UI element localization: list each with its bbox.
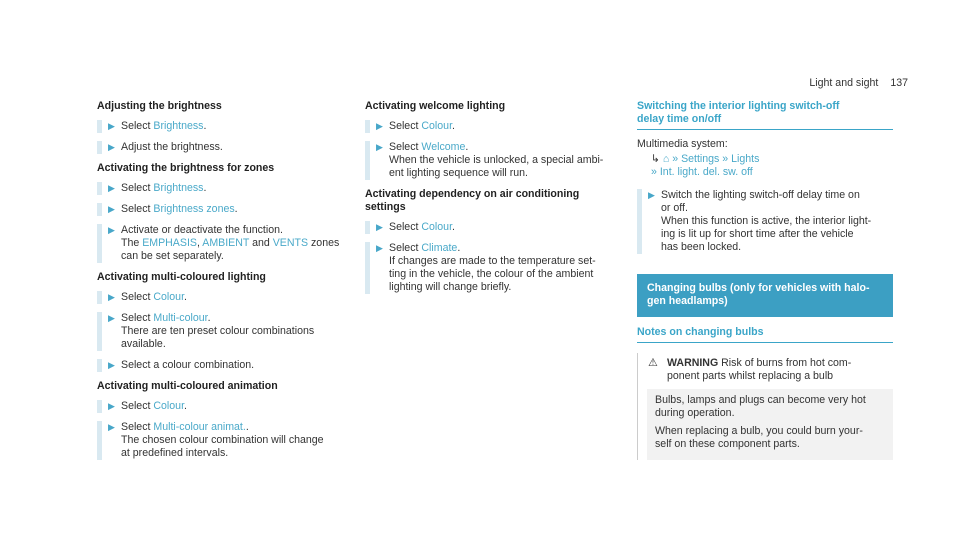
play-arrow-icon: ▶	[108, 225, 115, 235]
step-item: ▶ Activate or deactivate the function. The EMPHASIS, AMBIENT and VENTS zones can be set separately.	[97, 224, 349, 263]
notes-title: Notes on changing bulbs	[637, 326, 893, 343]
column-left	[97, 100, 349, 468]
animation-heading: Activating multi-coloured animation	[97, 380, 278, 392]
welcome-heading: Activating welcome lighting	[365, 100, 506, 112]
step-item: ▶ Select Welcome. When the vehicle is unlocked, a special ambi- ent lighting sequence will run.	[365, 141, 623, 180]
play-arrow-icon: ▶	[376, 142, 383, 152]
home-icon: ⌂	[662, 153, 670, 165]
step-item: ▶ Select a colour combination.	[97, 359, 349, 372]
play-arrow-icon: ▶	[108, 121, 115, 131]
section-title: Light and sight	[809, 77, 879, 89]
play-arrow-icon: ▶	[648, 190, 655, 200]
play-arrow-icon: ▶	[108, 313, 115, 323]
page-number: 137	[890, 77, 908, 89]
double-chevron-icon: »	[672, 153, 679, 165]
adjust-brightness-heading: Adjusting the brightness	[97, 100, 222, 112]
double-chevron-icon: »	[651, 166, 657, 178]
column-middle	[365, 100, 623, 302]
play-arrow-icon: ▶	[108, 401, 115, 411]
play-arrow-icon: ▶	[376, 243, 383, 253]
switch-off-delay-title: Switching the interior lighting switch-off delay time on/off	[637, 100, 893, 130]
play-arrow-icon: ▶	[108, 142, 115, 152]
zones-heading: Activating the brightness for zones	[97, 162, 275, 174]
path-settings: Settings	[681, 153, 720, 165]
warning-box	[637, 353, 893, 460]
double-chevron-icon: »	[722, 153, 729, 165]
play-arrow-icon: ▶	[108, 204, 115, 214]
step-item: ▶ Select Brightness.	[97, 120, 349, 133]
play-arrow-icon: ▶	[108, 183, 115, 193]
warning-body: Bulbs, lamps and plugs can become very hot during operation. When replacing a bulb, you could burn your- self on these component parts.	[647, 389, 893, 460]
column-right	[637, 100, 893, 460]
step-item: ▶ Select Brightness.	[97, 182, 349, 195]
play-arrow-icon: ▶	[376, 121, 383, 131]
menu-path	[651, 153, 893, 179]
warning-label: WARNING	[667, 357, 719, 369]
multimedia-label: Multimedia system:	[637, 138, 728, 150]
step-item: ▶ Select Colour.	[365, 120, 623, 133]
section-banner: Changing bulbs (only for vehicles with halo- gen headlamps)	[637, 274, 893, 317]
return-arrow-icon: ↳	[651, 153, 660, 165]
step-item: ▶ Select Colour.	[97, 291, 349, 304]
play-arrow-icon: ▶	[108, 422, 115, 432]
warning-header: ⚠ WARNING Risk of burns from hot com- ponent parts whilst replacing a bulb	[648, 357, 852, 382]
play-arrow-icon: ▶	[108, 360, 115, 370]
step-item: ▶ Select Brightness zones.	[97, 203, 349, 216]
air-conditioning-heading: Activating dependency on air conditioning settings	[365, 188, 580, 213]
path-option: Int. light. del. sw. off	[659, 166, 753, 178]
menu-link-brightness: Brightness	[153, 120, 204, 132]
warning-triangle-icon: ⚠	[648, 357, 658, 369]
step-item: ▶ Adjust the brightness.	[97, 141, 349, 154]
play-arrow-icon: ▶	[108, 292, 115, 302]
step-item: ▶ Select Multi-colour. There are ten preset colour combinations available.	[97, 312, 349, 351]
step-item: ▶ Select Multi-colour animat.. The chosen colour combination will change at predefined intervals.	[97, 421, 349, 460]
step-item: ▶ Select Colour.	[97, 400, 349, 413]
path-lights: Lights	[731, 153, 760, 165]
running-head	[809, 77, 908, 90]
step-item: ▶ Select Colour.	[365, 221, 623, 234]
step-item: ▶ Switch the lighting switch-off delay time on or off. When this function is active, the interior light- ing is lit up for short time after the vehicle has been locked.	[637, 189, 893, 254]
multi-colour-heading: Activating multi-coloured lighting	[97, 271, 266, 283]
step-item: ▶ Select Climate. If changes are made to the temperature set- ting in the vehicle, the colour of the ambient lighting will change briefly.	[365, 242, 623, 294]
play-arrow-icon: ▶	[376, 222, 383, 232]
